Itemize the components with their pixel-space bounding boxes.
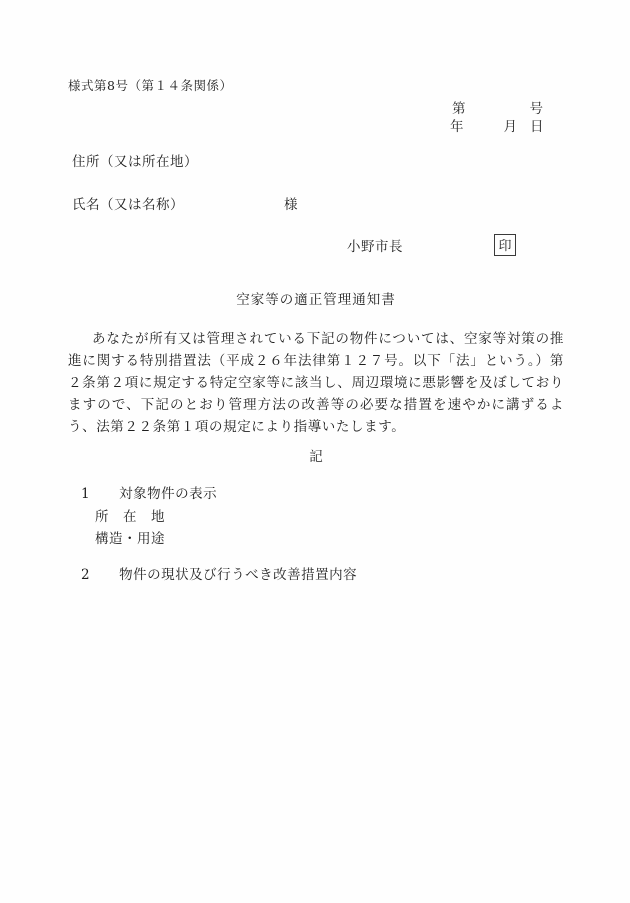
recipient-name-line [72,197,564,214]
section-1-subitem-structure-use: 構造・用途 [95,531,165,547]
section-2-number: 2 [81,567,91,583]
date-day-label: 日 [530,119,544,135]
form-number: 様式第8号（第１４条関係） [68,78,233,93]
document-number-suffix: 号 [529,101,543,117]
date-blank-space [517,130,530,131]
recipient-honorific: 様 [284,197,298,213]
document-title: 空家等の適正管理通知書 [236,292,396,308]
section-improvement-measures [68,567,564,584]
document-number-prefix: 第 [452,101,466,117]
sender-name: 小野市長 [347,238,403,255]
sender-line [347,233,564,256]
body-paragraph: あなたが所有又は管理されている下記の物件については、空家等対策の推進に関する特別措置法（平成２６年法律第１２７号。以下「法」という。）第２条第２項に規定する特定空家等に該当し、周辺環境に悪影響を及ぼしておりますので、下記のとおり管理方法の改善等の必要な措置を速やかに講ずるよう、法第２２条第１項の規定により指導いたします。 [68,331,564,435]
section-2-heading [81,567,564,584]
section-1-number: 1 [81,486,91,502]
section-1-heading [81,486,564,503]
recipient-address-label: 住所（又は所在地） [72,154,198,170]
section-1-label: 対象物件の表示 [119,486,218,502]
date-month-label: 月 [503,119,517,135]
section-property-description [68,486,564,548]
list-marker: 記 [309,449,323,465]
number-blank-space [466,112,530,113]
date-year-label: 年 [450,119,464,135]
seal-box [494,234,516,256]
date-line [450,119,564,136]
name-blank-space [184,208,284,209]
section-2-label: 物件の現状及び行うべき改善措置内容 [119,567,358,583]
section-number-space [90,497,119,498]
document-number-line [452,101,564,118]
date-blank-space [464,130,504,131]
seal-character: 印 [498,239,512,254]
sender-blank-space [403,244,494,245]
recipient-name-label: 氏名（又は名称） [72,197,184,213]
section-number-space [90,578,119,579]
section-1-subitem-location: 所 在 地 [95,509,165,525]
